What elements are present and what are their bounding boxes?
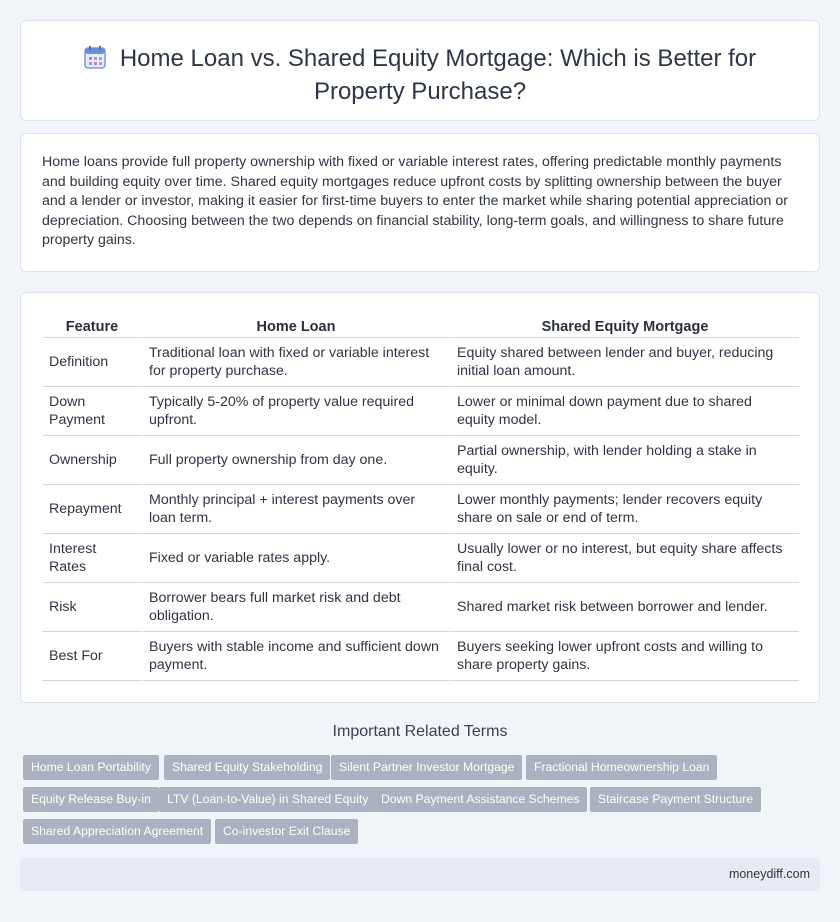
row-home-loan: Traditional loan with fixed or variable interest for property purchase. <box>143 338 451 387</box>
row-feature: Interest Rates <box>43 534 143 583</box>
row-feature: Best For <box>43 632 143 681</box>
row-feature: Down Payment <box>43 387 143 436</box>
row-feature: Definition <box>43 338 143 387</box>
comparison-table <box>43 316 799 681</box>
tag-fractional-homeownership-loan[interactable]: Fractional Homeownership Loan <box>526 755 717 780</box>
header-home-loan: Home Loan <box>143 316 451 338</box>
table-row <box>43 632 799 681</box>
page-title <box>21 44 819 107</box>
tag-home-loan-portability[interactable]: Home Loan Portability <box>23 755 159 780</box>
footer-site[interactable]: moneydiff.com <box>728 867 810 881</box>
row-home-loan: Full property ownership from day one. <box>143 436 451 485</box>
title-line-1: Home Loan vs. Shared Equity Mortgage: Which is Better for <box>119 45 757 72</box>
tag-silent-partner-investor-mortgage[interactable]: Silent Partner Investor Mortgage <box>331 755 522 780</box>
tag-equity-release-buy-in[interactable]: Equity Release Buy-in <box>23 787 159 812</box>
summary-card <box>20 133 820 272</box>
row-shared-equity: Partial ownership, with lender holding a stake in equity. <box>451 436 799 485</box>
header-feature: Feature <box>43 316 143 338</box>
title-line-2: Property Purchase? <box>313 78 527 105</box>
tag-shared-appreciation-agreement[interactable]: Shared Appreciation Agreement <box>23 819 211 844</box>
title-card <box>20 20 820 121</box>
row-home-loan: Borrower bears full market risk and debt obligation. <box>143 583 451 632</box>
table-row <box>43 583 799 632</box>
tag-staircase-payment-structure[interactable]: Staircase Payment Structure <box>590 787 761 812</box>
table-row <box>43 436 799 485</box>
footer <box>20 858 820 891</box>
row-feature: Risk <box>43 583 143 632</box>
row-feature: Repayment <box>43 485 143 534</box>
row-shared-equity: Buyers seeking lower upfront costs and willing to share property gains. <box>451 632 799 681</box>
summary-text: Home loans provide full property ownership with fixed or variable interest rates, offering predictable monthly payments and building equity over time. Shared equity mortgages reduce upfront costs by splitting ownership between the buyer and a lender or investor, making it easier for first-time buyers to enter the market while sharing potential appreciation or depreciation. Choosing between the two depends on financial stability, long-term goals, and willingness to share future property gains. <box>42 154 788 249</box>
related-terms-heading: Important Related Terms <box>332 723 508 740</box>
row-home-loan: Fixed or variable rates apply. <box>143 534 451 583</box>
row-shared-equity: Usually lower or no interest, but equity share affects final cost. <box>451 534 799 583</box>
header-shared-equity: Shared Equity Mortgage <box>451 316 799 338</box>
row-home-loan: Typically 5-20% of property value required upfront. <box>143 387 451 436</box>
table-header-row <box>43 316 799 338</box>
table-row <box>43 387 799 436</box>
table-row <box>43 338 799 387</box>
tag-shared-equity-stakeholding[interactable]: Shared Equity Stakeholding <box>164 755 330 780</box>
tag-down-payment-assistance[interactable]: Down Payment Assistance Schemes <box>373 787 587 812</box>
row-feature: Ownership <box>43 436 143 485</box>
row-shared-equity: Shared market risk between borrower and lender. <box>451 583 799 632</box>
row-shared-equity: Equity shared between lender and buyer, reducing initial loan amount. <box>451 338 799 387</box>
calendar-icon <box>84 45 106 77</box>
tag-co-investor-exit-clause[interactable]: Co-investor Exit Clause <box>215 819 358 844</box>
row-home-loan: Monthly principal + interest payments over loan term. <box>143 485 451 534</box>
table-row <box>43 534 799 583</box>
table-row <box>43 485 799 534</box>
row-shared-equity: Lower monthly payments; lender recovers equity share on sale or end of term. <box>451 485 799 534</box>
table-card <box>20 292 820 703</box>
row-home-loan: Buyers with stable income and sufficient down payment. <box>143 632 451 681</box>
row-shared-equity: Lower or minimal down payment due to shared equity model. <box>451 387 799 436</box>
title-wrap <box>21 44 819 107</box>
tag-ltv-in-shared-equity[interactable]: LTV (Loan-to-Value) in Shared Equity <box>159 787 376 812</box>
